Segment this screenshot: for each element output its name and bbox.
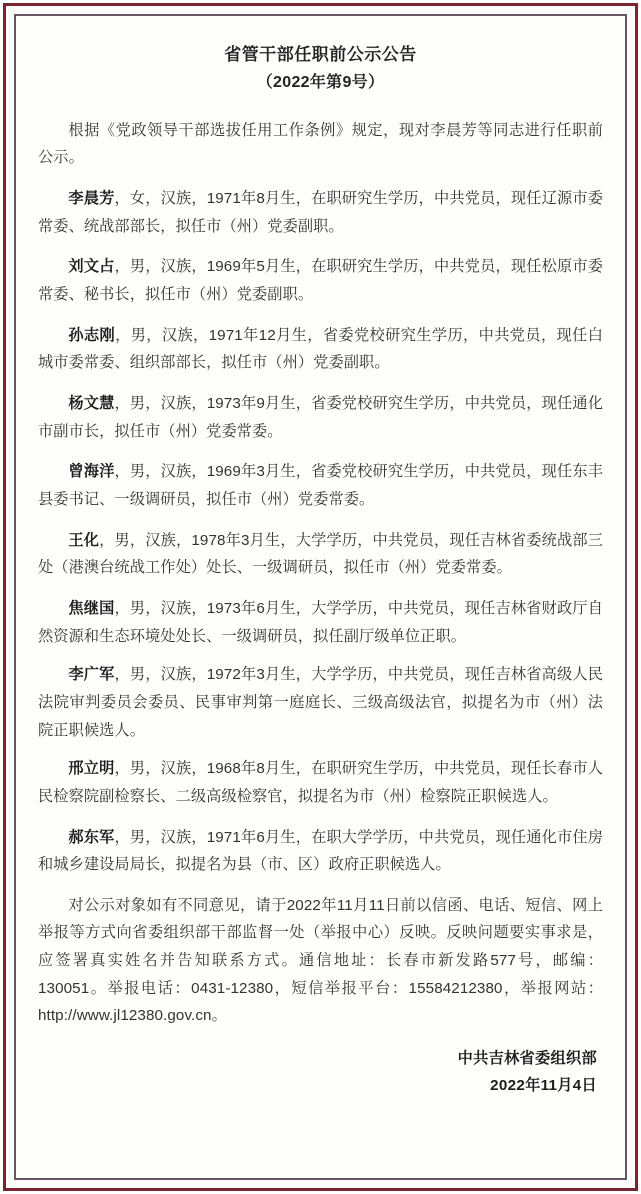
document-outer-frame: [3, 3, 638, 1191]
person-detail-2: ，男，汉族，1971年12月生，省委党校研究生学历，中共党员，现任白城市委常委、组织部部长，拟任市（州）党委副职。: [38, 326, 603, 372]
person-entry-4: [38, 458, 603, 513]
person-detail-3: ，男，汉族，1973年9月生，省委党校研究生学历，中共党员，现任通化市副市长，拟任市（州）党委常委。: [38, 394, 603, 440]
person-detail-8: ，男，汉族，1968年8月生，在职研究生学历，中共党员，现任长春市人民检察院副检察长、二级高级检察官，拟提名为市（州）检察院正职候选人。: [38, 760, 603, 805]
title-block: [38, 42, 603, 99]
person-detail-6: ，男，汉族，1973年6月生，大学学历，中共党员，现任吉林省财政厅自然资源和生态环境处处长、一级调研员，拟任副厅级单位正职。: [38, 599, 603, 645]
person-entry-0: [38, 185, 603, 240]
person-name-7: 李广军: [68, 666, 115, 684]
person-entry-9: [38, 824, 603, 879]
document-page-body: [16, 16, 625, 1178]
person-entry-3: [38, 390, 603, 445]
intro-paragraph: 根据《党政领导干部选拔任用工作条例》规定，现对李晨芳等同志进行任职前公示。: [38, 121, 603, 167]
person-detail-1: ，男，汉族，1969年5月生，在职研究生学历，中共党员，现任松原市委常委、秘书长，拟任市（州）党委副职。: [38, 258, 603, 304]
signature-block: [38, 1046, 603, 1099]
person-name-3: 杨文慧: [68, 394, 115, 412]
person-detail-5: ，男，汉族，1978年3月生，大学学历，中共党员，现任吉林省委统战部三处（港澳台统战工作处）处长、一级调研员，拟任市（州）党委常委。: [38, 531, 604, 577]
person-detail-9: ，男，汉族，1971年6月生，在职大学学历，中共党员，现任通化市住房和城乡建设局局长，拟提名为县（市、区）政府正职候选人。: [38, 828, 603, 874]
person-name-6: 焦继国: [68, 599, 115, 617]
person-entry-5: [38, 527, 603, 582]
person-name-1: 刘文占: [68, 258, 115, 276]
person-detail-4: ，男，汉族，1969年3月生，省委党校研究生学历，中共党员，现任东丰县委书记、一级调研员，拟任市（州）党委常委。: [38, 463, 603, 508]
signature-issuer: 中共吉林省委组织部: [457, 1050, 597, 1068]
feedback-notice-paragraph: 对公示对象如有不同意见，请于2022年11月11日前以信函、电话、短信、网上举报等方式向省委组织部干部监督一处（举报中心）反映。反映问题要实事求是，应签署真实姓名并告知联系方式。通信地址：长春市新发路577号，邮编：130051。举报电话：0431-12380，短信举报平台：15584212380，举报网站：http://www.jl12380.gov.cn。: [38, 896, 603, 1025]
person-entry-7: [38, 661, 603, 744]
signature-date: 2022年11月4日: [490, 1076, 597, 1094]
person-detail-0: ，女，汉族，1971年8月生，在职研究生学历，中共党员，现任辽源市委常委、统战部部长，拟任市（州）党委副职。: [38, 190, 603, 235]
person-name-5: 王化: [68, 531, 100, 549]
person-detail-7: ，男，汉族，1972年3月生，大学学历，中共党员，现任吉林省高级人民法院审判委员会委员、民事审判第一庭庭长、三级高级法官，拟提名为市（州）法院正职候选人。: [38, 666, 603, 739]
document-inner-frame: [14, 14, 627, 1180]
person-name-0: 李晨芳: [68, 190, 115, 208]
page-title: 省管干部任职前公示公告: [224, 45, 417, 64]
person-name-2: 孙志刚: [68, 326, 116, 344]
person-entry-1: [38, 253, 603, 308]
document-number: （2022年第9号）: [256, 74, 385, 92]
person-entry-6: [38, 595, 603, 650]
person-entry-8: [38, 755, 603, 810]
person-name-8: 邢立明: [68, 760, 115, 778]
person-entry-2: [38, 322, 603, 377]
person-name-4: 曾海洋: [68, 463, 115, 481]
person-name-9: 郝东军: [68, 828, 115, 846]
